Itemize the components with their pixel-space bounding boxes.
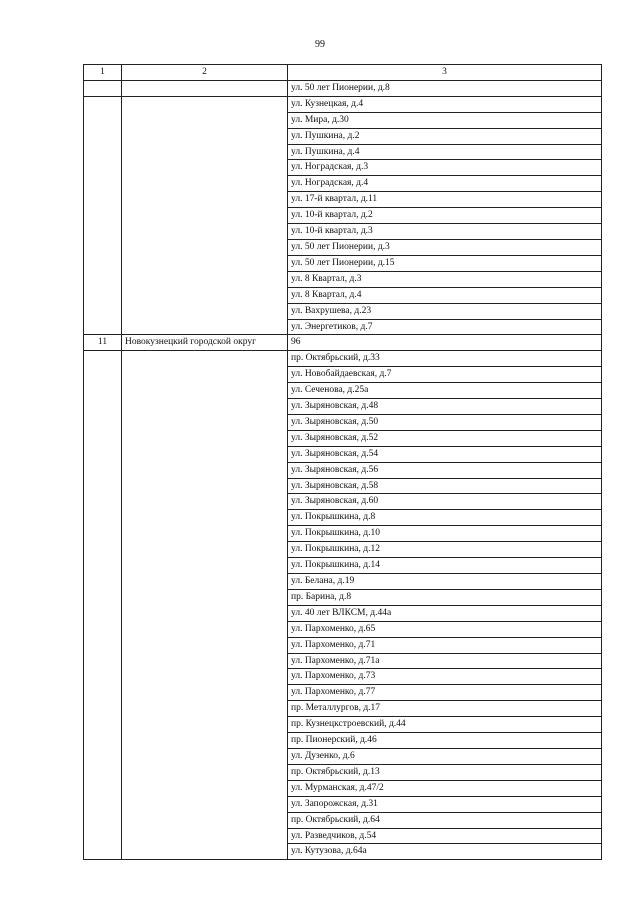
group-name-continuation [122, 351, 288, 860]
address-cell: 96 [288, 335, 602, 351]
group-name-cell: Новокузнецкий городской округ [122, 335, 288, 351]
address-cell: ул. Зыряновская, д.54 [288, 446, 602, 462]
address-cell: ул. 8 Квартал, д.3 [288, 271, 602, 287]
address-cell: ул. Белана, д.19 [288, 574, 602, 590]
address-cell: ул. 8 Квартал, д.4 [288, 287, 602, 303]
address-cell: ул. Новобайдаевская, д.7 [288, 367, 602, 383]
table-row [84, 96, 602, 112]
address-cell: ул. Зыряновская, д.58 [288, 478, 602, 494]
column-header-3: 3 [288, 65, 602, 81]
address-cell: ул. Сеченова, д.25а [288, 383, 602, 399]
column-header-1: 1 [84, 65, 122, 81]
address-cell: ул. Кузнецкая, д.4 [288, 96, 602, 112]
address-cell: ул. Покрышкина, д.14 [288, 558, 602, 574]
address-cell: ул. Покрышкина, д.10 [288, 526, 602, 542]
address-cell: ул. Зыряновская, д.50 [288, 414, 602, 430]
table-header [84, 65, 602, 81]
address-cell: ул. Ноградская, д.3 [288, 160, 602, 176]
address-cell: ул. Мурманская, д.47/2 [288, 780, 602, 796]
address-cell: ул. Пушкина, д.2 [288, 128, 602, 144]
group-index-cell [84, 80, 122, 96]
address-cell: ул. Пушкина, д.4 [288, 144, 602, 160]
group-index-continuation [84, 96, 122, 335]
address-cell: ул. Пархоменко, д.71а [288, 653, 602, 669]
address-cell: ул. 40 лет ВЛКСМ, д.44а [288, 605, 602, 621]
address-cell: ул. Разведчиков, д.54 [288, 828, 602, 844]
address-cell: ул. Дузенко, д.6 [288, 748, 602, 764]
address-cell: ул. Пархоменко, д.77 [288, 685, 602, 701]
address-cell: ул. Зыряновская, д.48 [288, 399, 602, 415]
address-cell: ул. 17-й квартал, д.11 [288, 192, 602, 208]
group-name-cell [122, 80, 288, 96]
address-cell: ул. Зыряновская, д.60 [288, 494, 602, 510]
group-index-continuation [84, 351, 122, 860]
table-row [84, 80, 602, 96]
group-index-cell: 11 [84, 335, 122, 351]
address-cell: ул. 10-й квартал, д.3 [288, 224, 602, 240]
table-row [84, 351, 602, 367]
address-cell: ул. Покрышкина, д.8 [288, 510, 602, 526]
address-cell: ул. Зыряновская, д.52 [288, 430, 602, 446]
address-cell: ул. Ноградская, д.4 [288, 176, 602, 192]
page-number: 99 [315, 39, 325, 50]
address-cell: ул. Энергетиков, д.7 [288, 319, 602, 335]
address-cell: ул. 50 лет Пионерии, д.15 [288, 255, 602, 271]
address-cell: пр. Октябрьский, д.64 [288, 812, 602, 828]
address-cell: ул. Пархоменко, д.65 [288, 621, 602, 637]
address-cell: ул. Мира, д.30 [288, 112, 602, 128]
address-cell: ул. 50 лет Пионерии, д.3 [288, 239, 602, 255]
address-cell: пр. Металлургов, д.17 [288, 701, 602, 717]
address-cell: пр. Барина, д.8 [288, 589, 602, 605]
address-cell: ул. 50 лет Пионерии, д.8 [288, 80, 602, 96]
address-cell: пр. Октябрьский, д.33 [288, 351, 602, 367]
table-row [84, 335, 602, 351]
address-cell: ул. 10-й квартал, д.2 [288, 208, 602, 224]
address-cell: ул. Пархоменко, д.73 [288, 669, 602, 685]
header-row [84, 65, 602, 81]
address-cell: пр. Октябрьский, д.13 [288, 764, 602, 780]
address-cell: ул. Пархоменко, д.71 [288, 637, 602, 653]
address-cell: ул. Вахрушева, д.23 [288, 303, 602, 319]
address-cell: ул. Запорожская, д.31 [288, 796, 602, 812]
table-body [84, 80, 602, 859]
address-cell: ул. Покрышкина, д.12 [288, 542, 602, 558]
address-cell: ул. Зыряновская, д.56 [288, 462, 602, 478]
column-header-2: 2 [122, 65, 288, 81]
addresses-table [83, 64, 602, 860]
address-cell: пр. Кузнецкстроевский, д.44 [288, 717, 602, 733]
address-cell: ул. Кутузова, д.64а [288, 844, 602, 860]
address-cell: пр. Пионерский, д.46 [288, 733, 602, 749]
group-name-continuation [122, 96, 288, 335]
